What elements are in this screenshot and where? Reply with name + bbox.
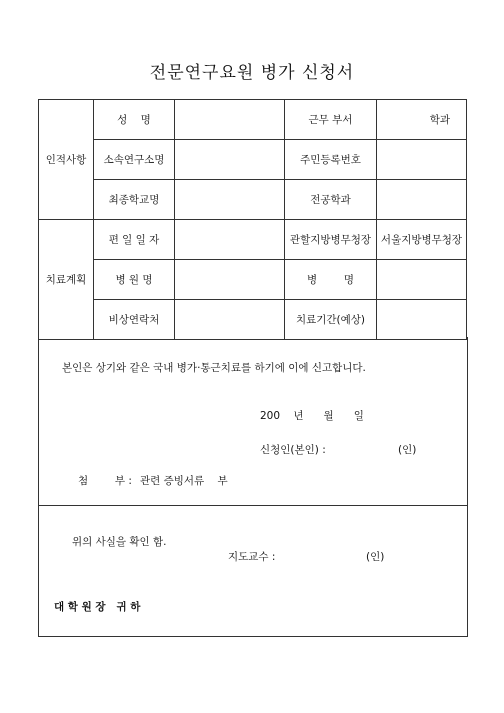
- label-institute: 소속연구소명: [94, 140, 175, 180]
- label-major: 전공학과: [285, 180, 377, 220]
- form-title: 전문연구요원 병가 신청서: [149, 63, 355, 83]
- label-jurisdiction: 관할지방병무청장: [285, 220, 377, 260]
- form-table: [38, 99, 467, 340]
- declaration-date: 200 년 월 일: [260, 410, 364, 422]
- label-department: 근무 부서: [285, 100, 377, 140]
- field-school[interactable]: [175, 180, 285, 220]
- field-treatment-period[interactable]: [377, 300, 467, 340]
- declaration-statement: 본인은 상기와 같은 국내 병가·통근치료를 하기에 이에 신고합니다.: [62, 362, 366, 374]
- field-hospital[interactable]: [175, 260, 285, 300]
- label-name: 성 명: [94, 100, 175, 140]
- attachment-label: 첨 부 :: [78, 475, 132, 487]
- field-disease[interactable]: [377, 260, 467, 300]
- attachment-value: 관련 증빙서류 부: [140, 475, 228, 487]
- label-school: 최종학교명: [94, 180, 175, 220]
- label-hospital: 병 원 명: [94, 260, 175, 300]
- label-disease: 병 명: [285, 260, 377, 300]
- section-label-treatment: 치료계획: [39, 220, 94, 340]
- confirmation-box: [38, 505, 468, 637]
- field-department[interactable]: 학과: [377, 100, 467, 140]
- label-treatment-period: 치료기간(예상): [285, 300, 377, 340]
- addressee: 대 학 원 장 귀 하: [54, 601, 141, 613]
- advisor-label: 지도교수 :: [228, 551, 276, 563]
- label-resident-number: 주민등록번호: [285, 140, 377, 180]
- field-major[interactable]: [377, 180, 467, 220]
- applicant-seal: (인): [398, 444, 417, 456]
- section-label-personal: 인적사항: [39, 100, 94, 220]
- applicant-label: 신청인(본인) :: [260, 444, 326, 456]
- field-emergency-contact[interactable]: [175, 300, 285, 340]
- field-jurisdiction: 서울지방병무청장: [377, 220, 467, 260]
- label-emergency-contact: 비상연락처: [94, 300, 175, 340]
- field-date[interactable]: [175, 220, 285, 260]
- advisor-seal: (인): [366, 551, 385, 563]
- confirmation-statement: 위의 사실을 확인 함.: [72, 536, 167, 548]
- field-institute[interactable]: [175, 140, 285, 180]
- field-name[interactable]: [175, 100, 285, 140]
- label-date: 편 일 일 자: [94, 220, 175, 260]
- field-resident-number[interactable]: [377, 140, 467, 180]
